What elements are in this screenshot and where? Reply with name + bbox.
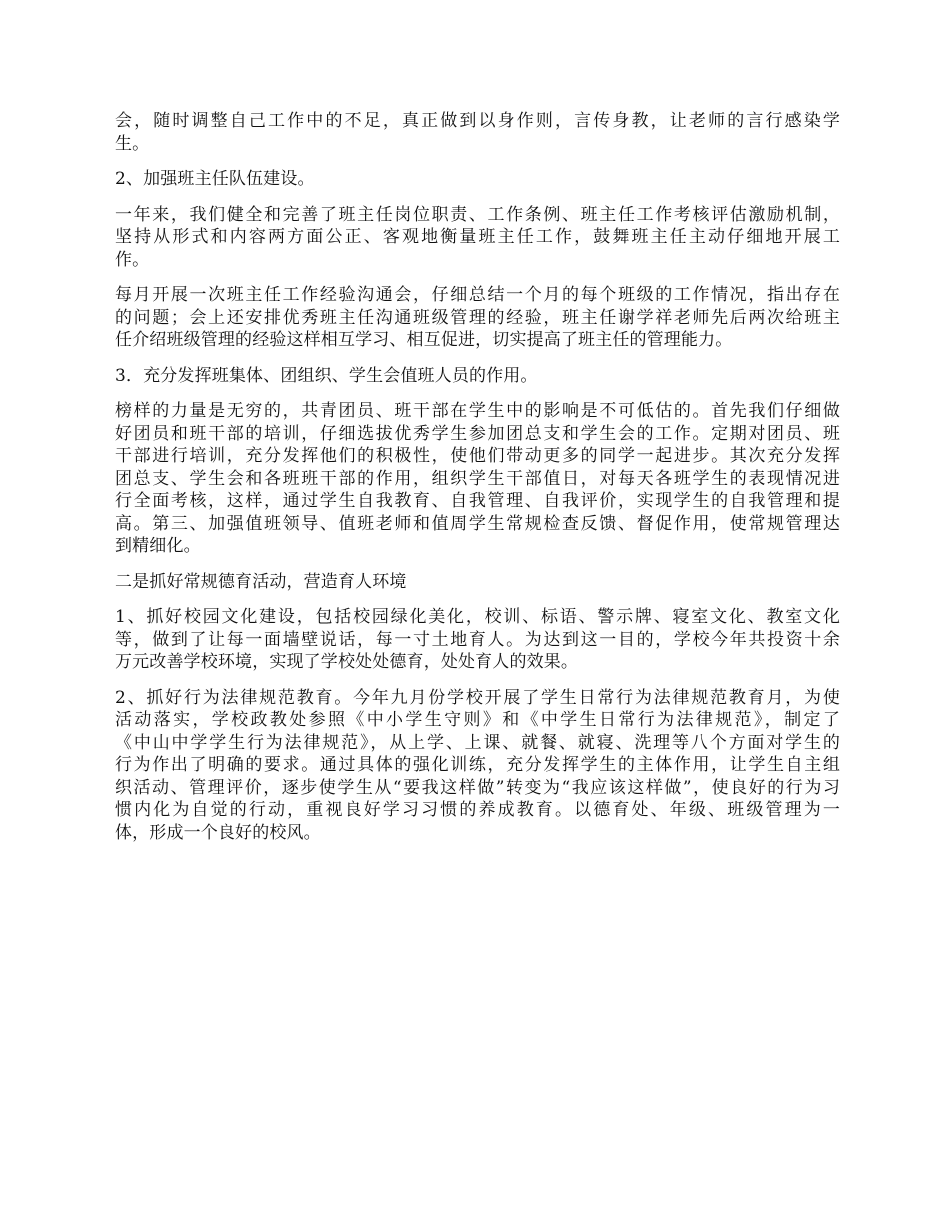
- paragraph: [115, 606, 840, 674]
- text-line: 惯内化为自觉的行动，重视良好学习习惯的养成教育。以德育处、年级、班级管理为一: [115, 800, 840, 820]
- text-line: 生。: [115, 133, 150, 154]
- text-line: 作。: [115, 249, 150, 270]
- text-line: 团总支、学生会和各班班干部的作用，组织学生干部值日，对每天各班学生的表现情况进: [115, 468, 840, 489]
- text-line: 行为作出了明确的要求。通过具体的强化训练，充分发挥学生的主体作用，让学生自主组: [115, 755, 840, 775]
- text-line: 坚持从形式和内容两方面公正、客观地衡量班主任工作，鼓舞班主任主动仔细地开展工: [115, 227, 840, 247]
- text-line: 3．充分发挥班集体、团组织、学生会值班人员的作用。: [115, 365, 538, 386]
- text-line: 会，随时调整自己工作中的不足，真正做到以身作则，言传身教，让老师的言行感染学: [115, 111, 840, 131]
- text-line: 的问题；会上还安排优秀班主任沟通班级管理的经验，班主任谢学祥老师先后两次给班主: [115, 307, 840, 328]
- text-line: 《中山中学学生行为法律规范》，从上学、上课、就餐、就寝、洗理等八个方面对学生的: [115, 732, 840, 753]
- paragraph: [115, 400, 840, 558]
- text-line: 每月开展一次班主任工作经验沟通会，仔细总结一个月的每个班级的工作情况，指出存在: [115, 285, 840, 305]
- document-body: [115, 110, 840, 857]
- text-line: 活动落实，学校政教处参照《中小学生守则》和《中学生日常行为法律规范》，制定了: [115, 710, 840, 730]
- paragraph: [115, 110, 840, 155]
- text-line: 一年来，我们健全和完善了班主任岗位职责、工作条例、班主任工作考核评估激励机制，: [115, 204, 840, 225]
- section-heading: [115, 365, 840, 388]
- text-line: 2、加强班主任队伍建设。: [115, 169, 315, 189]
- text-line: 等，做到了让每一面墙壁说话，每一寸土地育人。为达到这一目的，学校今年共投资十余: [115, 629, 840, 650]
- paragraph: [115, 204, 840, 272]
- text-line: 万元改善学校环境，实现了学校处处德育，处处育人的效果。: [115, 652, 579, 672]
- text-line: 体，形成一个良好的校风。: [115, 822, 321, 843]
- text-line: 二是抓好常规德育活动，营造育人环境: [115, 571, 407, 592]
- text-line: 2、抓好行为法律规范教育。今年九月份学校开展了学生日常行为法律规范教育月，为使: [115, 687, 840, 708]
- paragraph: [115, 284, 840, 352]
- paragraph: [115, 687, 840, 845]
- section-heading: [115, 168, 840, 191]
- text-line: 行全面考核，这样，通过学生自我教育、自我管理、自我评价，实现学生的自我管理和提: [115, 491, 840, 511]
- text-line: 1、抓好校园文化建设，包括校园绿化美化，校训、标语、警示牌、寝室文化、教室文化: [115, 607, 840, 627]
- text-line: 高。第三、加强值班领导、值班老师和值周学生常规检查反馈、督促作用，使常规管理达: [115, 513, 840, 534]
- text-line: 好团员和班干部的培训，仔细选拔优秀学生参加团总支和学生会的工作。定期对团员、班: [115, 423, 840, 444]
- text-line: 榜样的力量是无穷的，共青团员、班干部在学生中的影响是不可低估的。首先我们仔细做: [115, 401, 840, 421]
- text-line: 织活动、管理评价，逐步使学生从“要我这样做”转变为“我应该这样做”，使良好的行为习: [115, 777, 840, 798]
- section-heading: [115, 571, 840, 594]
- text-line: 到精细化。: [115, 536, 201, 556]
- text-line: 任介绍班级管理的经验这样相互学习、相互促进，切实提高了班主任的管理能力。: [115, 330, 733, 350]
- text-line: 干部进行培训，充分发挥他们的积极性，使他们带动更多的同学一起进步。其次充分发挥: [115, 446, 840, 466]
